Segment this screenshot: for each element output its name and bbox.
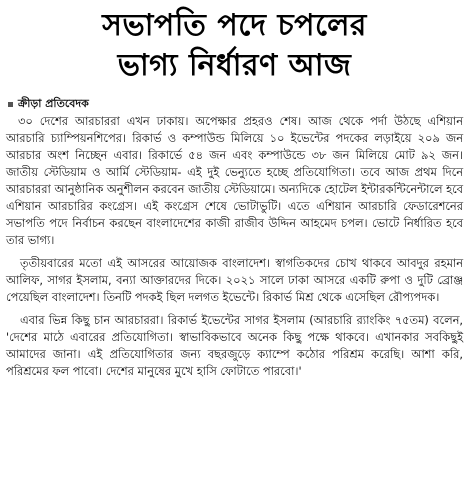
article-paragraph-3: এবার ভিন্ন কিছু চান আরচাররা। রিকার্ভ ইভেন্টের সাগর ইসলাম (আরচারি র‍্যাংকিং ৭৫তম) বলেন, 'দেশের মাঠে এবারের প্রতিযোগিতা। স্বাভাবিকভাবে অনেক কিছু পক্ষে থাকবে। এখানকার সবকিছুই আমাদের জানা। এই প্রতিযোগিতার জন্য বছরজুড়ে ক্যাম্পে কঠোর পরিশ্রম করেছি। আশা করি, পরিশ্রমের ফল পাবো। দেশের মানুষের মুখে হাসি ফোটাতে পারবো।' — [6, 313, 463, 378]
headline-line-1: সভাপতি পদে চপলের — [102, 8, 367, 43]
headline-line-2: ভাগ্য নির্ধারণ আজ — [117, 48, 352, 83]
byline-text: ক্রীড়া প্রতিবেদক — [18, 97, 89, 110]
article-paragraph-2: তৃতীয়বারের মতো এই আসরের আয়োজক বাংলাদেশ। স্বাগতিকদের চোখ থাকবে আবদুর রহমান আলিফ, সাগর ইসলাম, বন্যা আক্তারদের দিকে। ২০২১ সালে ঢাকা আসরে একটি রুপা ও দুটি ব্রোঞ্জ পেয়েছিল বাংলাদেশ। তিনটি পদকই ছিল দলগত ইভেন্টে। রিকার্ভ মিশ্র থেকে এসেছিল রৌপ্যপদক। — [6, 256, 463, 304]
article-headline — [6, 6, 463, 86]
byline — [6, 96, 463, 113]
article-paragraph-1: ৩০ দেশের আরচাররা এখন ঢাকায়। অপেক্ষার প্রহরও শেষ। আজ থেকে পর্দা উঠছে এশিয়ান আরচারি চ্যাম্পিয়নশিপের। রিকার্ভ ও কম্পাউন্ড মিলিয়ে ১০ ইভেন্টের পদকের লড়াইয়ে ২০৯ জন আরচার অংশ নিচ্ছেন এবার। রিকার্ভে ৫৪ জন এবং কম্পাউন্ডে ৩৮ জন মিলিয়ে মোট ৯২ জন। জাতীয় স্টেডিয়াম ও আর্মি স্টেডিয়াম- এই দুই ভেন্যুতে হচ্ছে প্রতিযোগিতা। তবে আজ প্রথম দিনে আরচাররা আনুষ্ঠানিক অনুশীলন করবেন জাতীয় স্টেডিয়ামে। অন্যদিকে হোটেল ইন্টারকন্টিনেন্টালে হবে এশিয়ান আরচারির কংগ্রেস। এই কংগ্রেস শেষে ভোটাভুটি। এতে এশিয়ান আরচারি ফেডারেশনের সভাপতি পদে নির্বাচন করছেন বাংলাদেশের কাজী রাজীব উদ্দিন আহমেদ চপল। ভোটে নির্ধারিত হবে তার ভাগ্য। — [6, 114, 463, 247]
article-body — [6, 113, 463, 380]
square-bullet-icon — [8, 102, 13, 107]
